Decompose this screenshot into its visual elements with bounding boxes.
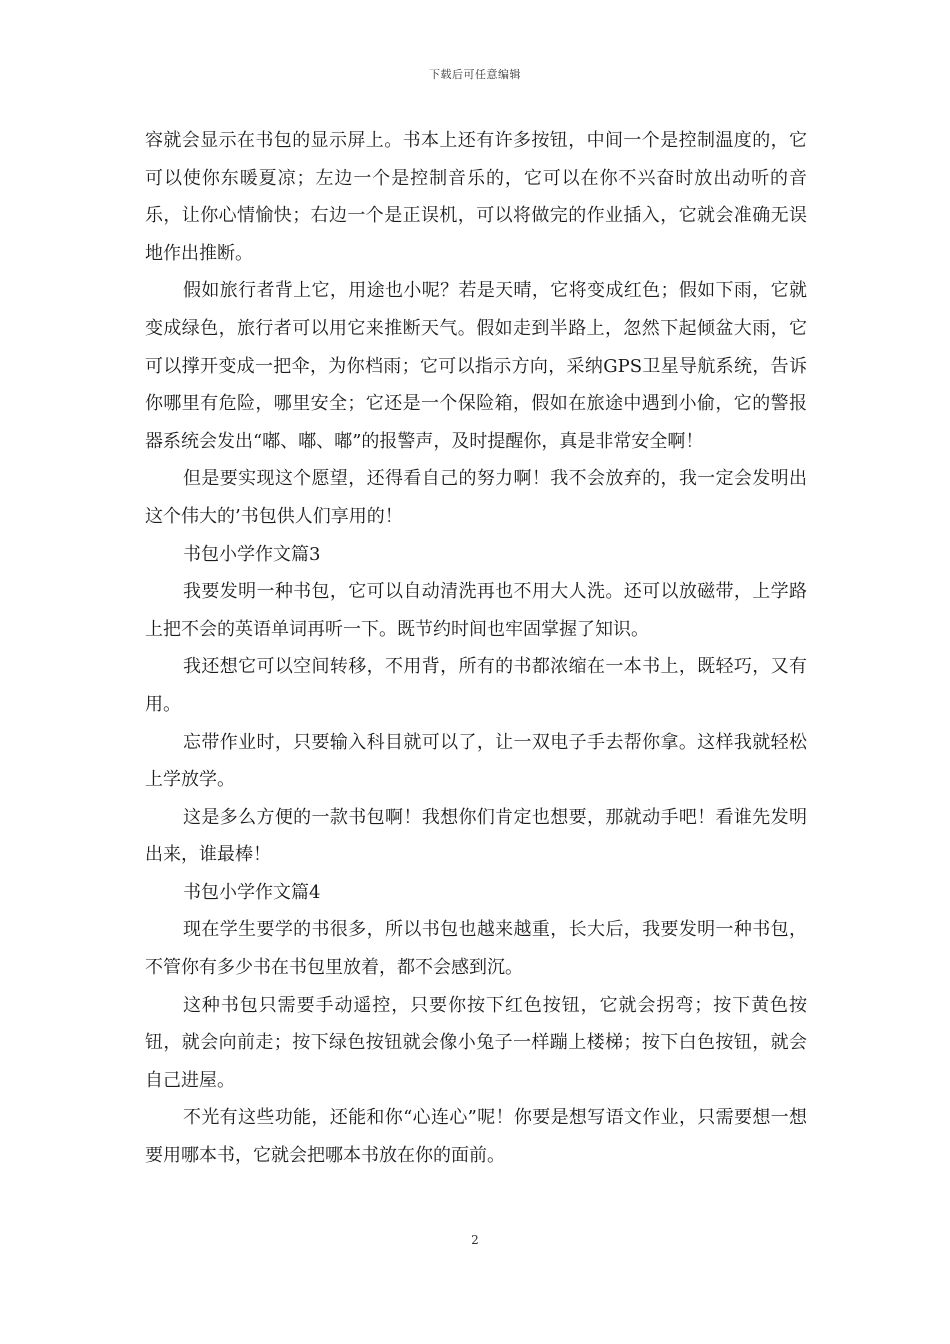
paragraph: 不光有这些功能，还能和你“心连心”呢！你要是想写语文作业，只需要想一想要用哪本书，它就会把哪本书放在你的面前。 — [145, 1107, 807, 1167]
paragraph: 容就会显示在书包的显示屏上。书本上还有许多按钮，中间一个是控制温度的，它可以使你东暖夏凉；左边一个是控制音乐的，它可以在你不兴奋时放出动听的音乐，让你心情愉快；右边一个是正误机，可以将做完的作业插入，它就会准确无误地作出推断。 — [145, 130, 807, 264]
paragraph: 忘带作业时，只要输入科目就可以了，让一双电子手去帮你拿。这样我就轻松上学放学。 — [145, 731, 807, 791]
paragraph: 但是要实现这个愿望，还得看自己的努力啊！我不会放弃的，我一定会发明出这个伟大的’书包供人们享用的！ — [145, 468, 807, 527]
section-heading: 书包小学作文篇4 — [183, 881, 321, 903]
paragraph: 这是多么方便的一款书包啊！我想你们肯定也想要，那就动手吧！看谁先发明出来，谁最棒！ — [145, 806, 807, 866]
paragraph: 假如旅行者背上它，用途也小呢？若是天晴，它将变成红色；假如下雨，它就变成绿色，旅行者可以用它来推断天气。假如走到半路上，忽然下起倾盆大雨，它可以撑开变成一把伞，为你档雨；它可以指示方向，采纳GPS卫星导航系统，告诉你哪里有危险，哪里安全；它还是一个保险箱，假如在旅途中遇到小偷，它的警报器系统会发出“嘟、嘟、嘟”的报警声，及时提醒你，真是非常安全啊！ — [145, 280, 807, 452]
page-number: 2 — [471, 1233, 479, 1247]
paragraph: 现在学生要学的书很多，所以书包也越来越重，长大后，我要发明一种书包，不管你有多少书在书包里放着，都不会感到沉。 — [145, 919, 807, 979]
paragraph: 我还想它可以空间转移，不用背，所有的书都浓缩在一本书上，既轻巧，又有用。 — [145, 656, 807, 715]
page-header: 下载后可任意编辑 — [429, 68, 521, 81]
paragraph: 我要发明一种书包，它可以自动清洗再也不用大人洗。还可以放磁带，上学路上把不会的英语单词再听一下。既节约时间也牢固掌握了知识。 — [145, 581, 807, 640]
paragraph: 这种书包只需要手动遥控，只要你按下红色按钮，它就会拐弯；按下黄色按钮，就会向前走；按下绿色按钮就会像小兔子一样蹦上楼梯；按下白色按钮，就会自己进屋。 — [145, 994, 807, 1091]
document-body — [145, 122, 807, 1175]
section-heading: 书包小学作文篇3 — [183, 543, 321, 565]
